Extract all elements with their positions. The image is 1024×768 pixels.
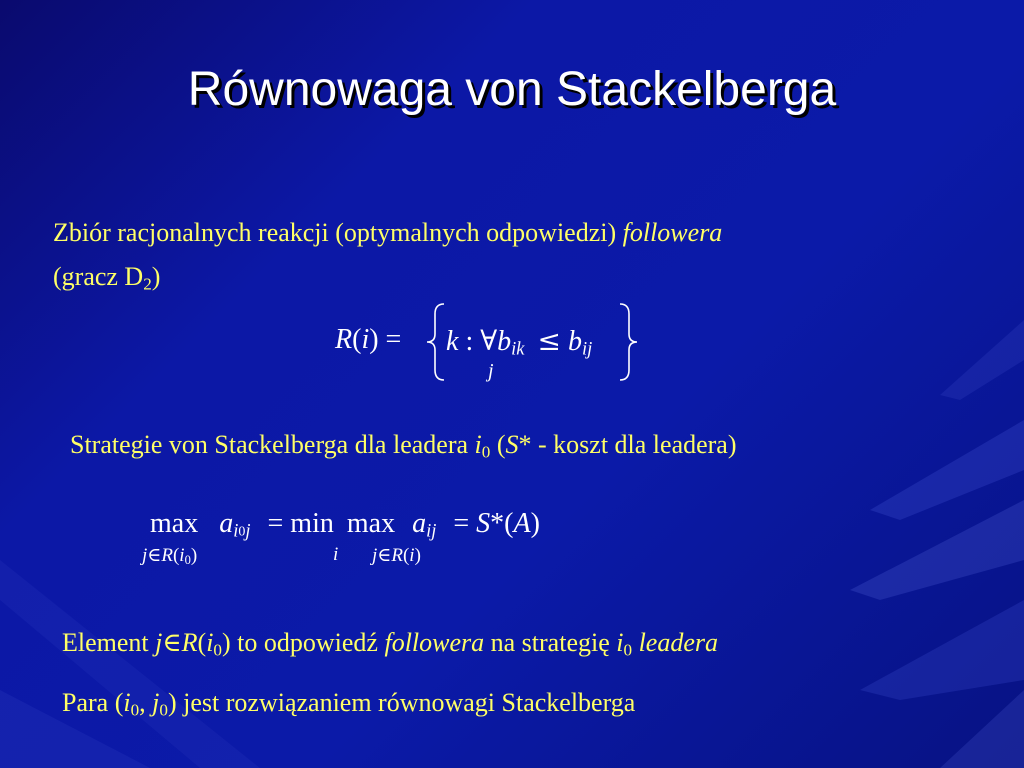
para1-line2-prefix: (gracz D	[53, 262, 144, 291]
para4-i: i	[123, 688, 131, 717]
f2-max2: max	[346, 508, 396, 539]
para1-line2-suffix: )	[151, 262, 161, 291]
para3-prefix: Element	[62, 628, 156, 657]
para4-i-sub: 0	[130, 700, 140, 720]
f2-max1-sub-i0: 0	[184, 553, 191, 568]
f2-min-sub: i	[333, 544, 339, 565]
formula-reaction-body	[446, 324, 592, 360]
para3-close-text: ) to odpowiedź	[222, 628, 385, 657]
para4-j: j	[152, 688, 160, 717]
para1-follower: followera	[622, 218, 723, 247]
f2-max1-subscript	[142, 544, 197, 568]
f2-max1: max	[150, 508, 199, 539]
para3-j: j	[155, 628, 163, 657]
paragraph-rational-reactions	[53, 218, 722, 248]
f2-max1-sub-j: j	[142, 545, 148, 566]
f2-s: S	[476, 508, 491, 539]
f2-max1-sub-in: ∈	[147, 544, 162, 566]
f2-a2-sub: ij	[426, 520, 437, 541]
para3-open: (	[197, 628, 207, 657]
f2-star: *	[490, 508, 505, 539]
para1-text: Zbiór racjonalnych reakcji (optymalnych odpowiedzi)	[53, 218, 623, 247]
f2-max2-sub-i: i	[409, 545, 415, 566]
f2-max2-sub-j: j	[372, 545, 378, 566]
f2-close: )	[530, 508, 540, 539]
para4-comma: ,	[139, 688, 153, 717]
f2-max1-sub-open: (	[172, 545, 180, 566]
para3-in: ∈	[162, 628, 182, 658]
f2-max2-sub-in: ∈	[377, 544, 392, 566]
f2-a1-j: j	[245, 520, 251, 541]
paragraph-stackelberg-strategies	[70, 430, 737, 462]
para1-line2-sub: 2	[143, 274, 152, 294]
para2-prefix: Strategie von Stackelberga dla leadera	[70, 430, 475, 459]
f1-lhs: R	[335, 324, 353, 355]
f2-eq: =	[267, 508, 284, 539]
para2-paren-open: (	[490, 430, 506, 459]
f1-b2-sub: ij	[581, 338, 593, 359]
para4-suffix: ) jest rozwiązaniem równowagi Stackelberga	[167, 688, 636, 717]
f2-min: min	[290, 508, 334, 539]
f2-a1: a	[219, 508, 234, 539]
f2-max2-sub-R: R	[391, 545, 403, 566]
para2-s-var: S	[505, 430, 519, 459]
para3-i: i	[206, 628, 214, 657]
f2-eq2: =	[453, 508, 470, 539]
f1-lhs-close: )	[369, 324, 379, 355]
f2-open: (	[504, 508, 514, 539]
para3-i2-sub: 0	[623, 640, 633, 660]
f1-b2: b	[567, 326, 582, 357]
f1-right-brace	[620, 304, 637, 380]
para4-j-sub: 0	[159, 700, 168, 720]
f1-lhs-arg: i	[361, 324, 370, 355]
f2-max2-subscript	[372, 544, 421, 567]
para3-follower: followera	[384, 628, 485, 657]
paragraph-element	[62, 628, 718, 660]
para3-i-sub: 0	[213, 640, 222, 660]
f2-max2-sub-open: (	[402, 545, 410, 566]
f2-max1-sub-close: )	[190, 545, 198, 566]
f1-forall: ∀	[480, 324, 498, 357]
f2-a1-0: 0	[238, 524, 246, 540]
para3-leader: leadera	[638, 628, 718, 657]
f1-leq: ≤	[537, 324, 561, 357]
f1-forall-sub: j	[488, 360, 494, 382]
formula-reaction-set	[335, 324, 401, 356]
f2-a2: a	[412, 508, 427, 539]
para2-var: i	[474, 430, 482, 459]
f1-eq: =	[385, 324, 402, 355]
slide-title: Równowaga von Stackelberga	[187, 63, 837, 116]
paragraph-pair	[62, 688, 635, 720]
f2-max1-sub-i: i	[179, 545, 185, 566]
para3-mid: na strategię	[484, 628, 617, 657]
para3-R: R	[181, 628, 198, 657]
f1-left-brace	[427, 304, 444, 380]
formula-minmax	[150, 508, 540, 542]
f2-max2-sub-close: )	[414, 545, 421, 566]
para3-i2: i	[616, 628, 624, 657]
f1-lhs-open: (	[352, 324, 362, 355]
f2-a1-i: i	[233, 520, 239, 541]
para4-prefix: Para (	[62, 688, 124, 717]
para2-rest: * - koszt dla leadera)	[518, 430, 737, 459]
paragraph-player	[53, 262, 160, 294]
f1-b1: b	[497, 326, 512, 357]
f1-colon: :	[465, 326, 474, 357]
f1-var: k	[446, 326, 459, 357]
para2-var-sub: 0	[481, 442, 491, 462]
f2-A: A	[513, 508, 531, 539]
f1-b1-sub: ik	[511, 338, 525, 359]
f2-max1-sub-R: R	[161, 545, 173, 566]
